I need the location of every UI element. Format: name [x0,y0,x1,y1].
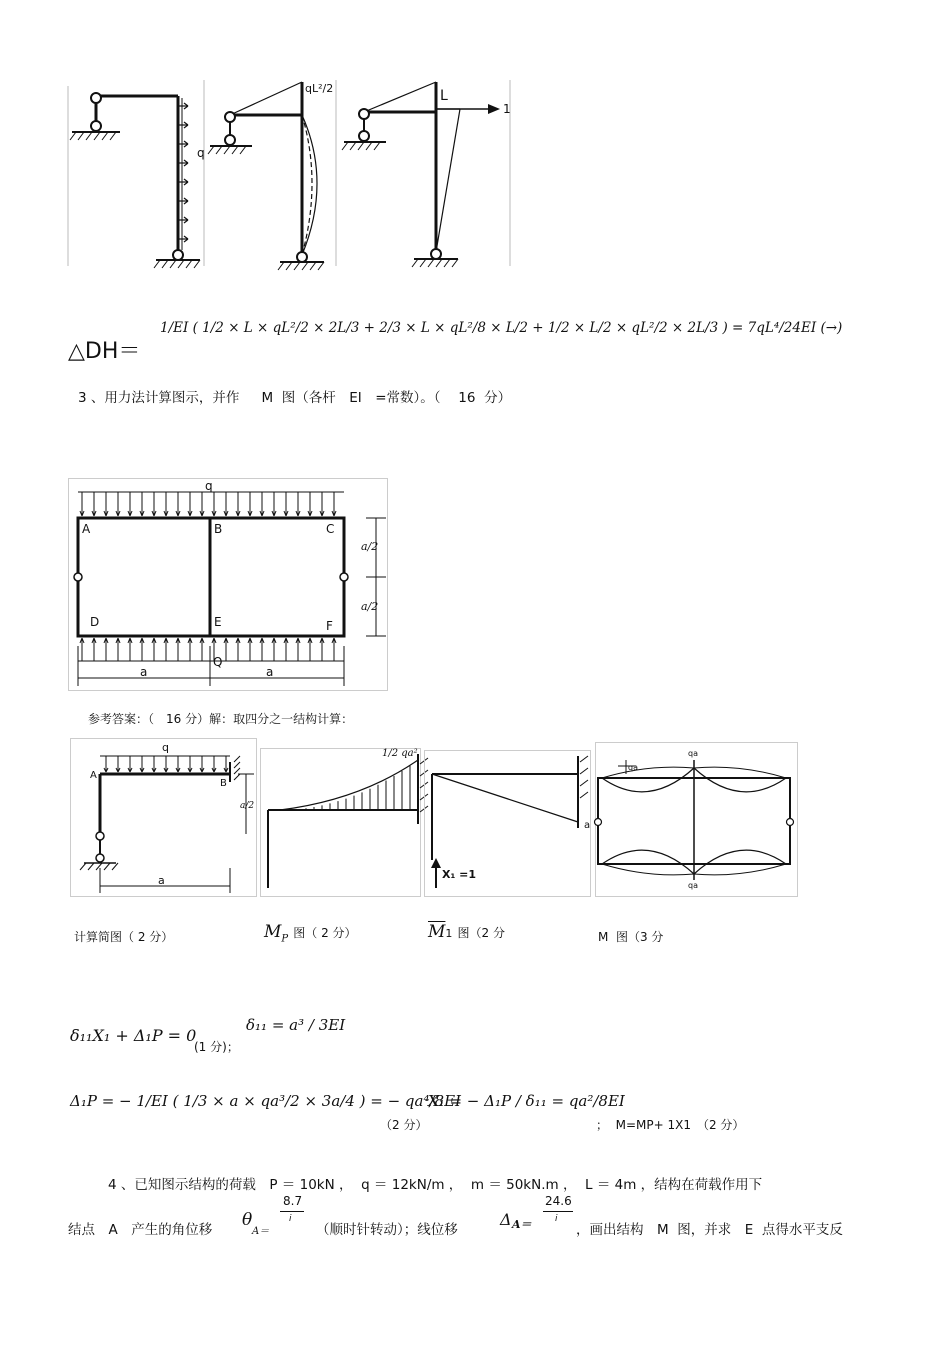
answer-intro: 参考答案：（ 16 分）解：取四分之一结构计算： [88,712,354,726]
formula-dh-body: 1/EI ( 1/2 × L × qL²/2 × 2L/3 + 2/3 × L × qL²/8 × L/2 + 1/2 × L/2 × qL²/2 × 2L/3 ) = 7qL⁴/24EI (→) [160,320,843,336]
theta-fraction-bar [280,1211,304,1212]
fig4-mp-value: 1/2 qa² [382,748,418,759]
fig4-m-top: qa [688,749,698,758]
caption-m1-symbol: $\overline{M}$ [428,922,446,942]
delta-numerator: 24.6 [545,1194,572,1208]
fig3-top-load: q [205,479,213,493]
caption-m1-text: 图（2 分 [457,926,505,940]
caption-sketch: 计算简图（ 2 分） [74,930,174,944]
frame-figure-3 [68,478,398,693]
fig3-span-left: a [140,665,148,679]
caption-mp-text: 图（ 2 分） [293,926,357,940]
fig4-dim-vertical: a/2 [240,801,255,811]
problem-4-text-a: 结点 A 产生的角位移 [68,1222,213,1238]
problem-4-text-b: （顺时针转动）；线位移 [316,1222,458,1238]
fig1-length-label: L [440,88,448,104]
fig3-node-a: A [82,522,91,536]
fig3-bottom-load: Q [213,655,223,669]
equation-2: δ₁₁ = a³ / 3EI [246,1016,346,1034]
fig3-node-e: E [214,615,222,629]
formula-dh-lhs: △DH＝ [68,339,141,364]
fig4-node-b: B [220,778,227,789]
fig3-node-d: D [90,615,100,629]
problem-4-line-1: 4 、已知图示结构的荷载 P ＝ 10kN ， q ＝ 12kN/m ， m ＝ 50kN.m ， L ＝ 4m ，结构在荷载作用下 [108,1177,763,1193]
fig4-x1-label: X₁ =1 [442,868,476,881]
fig3-node-f: F [326,619,333,633]
equation-1: δ₁₁X₁ + Δ₁P = 0 [70,1026,197,1045]
fig4-node-a: A [90,770,97,781]
delta-symbol: Δ [500,1210,512,1229]
fig4-m1-value: a [584,820,591,831]
equation-3: Δ₁P = − 1/EI ( 1/3 × a × qa³/2 × 3a/4 ) = − qa⁴/8EI [70,1092,461,1110]
caption-mp [264,922,357,944]
fig3-dim-upper: a/2 [361,540,379,553]
equation-4: X₁ = − Δ₁P / δ₁₁ = qa²/8EI [428,1092,625,1110]
caption-m: M 图（3 分 [598,930,664,944]
fig3-span-right: a [266,665,274,679]
fig4-m-left: qa [628,763,638,772]
fig1-force-label: 1 [503,102,511,116]
equation-4-tail: ； M=MP+ 1X1 （2 分） [596,1118,745,1132]
equation-3-score: （2 分） [380,1118,428,1132]
delta-subscript: A＝ [512,1218,532,1231]
problem-4-text-c: ，画出结构 M 图，并求 E 点得水平支反 [576,1222,843,1238]
fig3-dim-lower: a/2 [361,600,379,613]
fig3-node-b: B [214,522,223,536]
problem-4-line-2 [68,1192,928,1252]
fig4-span: a [158,874,165,887]
theta-denominator: i [289,1214,292,1224]
theta-subscript: A＝ [252,1226,270,1237]
delta-denominator: i [555,1214,558,1224]
theta-symbol: θ [242,1210,253,1230]
fig3-node-c: C [326,522,335,536]
fig1-load-label: q [197,146,205,160]
caption-m1: $\overline{M}1$ 图（2 分 [428,922,505,942]
frame-figure-4 [70,738,805,900]
caption-mp-symbol: $M_P$ [264,922,289,945]
fig1-moment-label: qL²/2 [305,82,334,95]
problem-3-text: 3 、用力法计算图示，并作 M 图（各杆 EI =常数）。（ 16 分） [78,390,512,406]
equation-1-score: (1 分)； [194,1040,239,1054]
fig4-m-bottom: qa [688,881,698,890]
fig4-load-label: q [162,741,169,754]
theta-numerator: 8.7 [283,1194,303,1208]
delta-fraction-bar [543,1211,573,1212]
formula-dh [68,300,843,364]
frame-figure-1 [60,72,520,272]
